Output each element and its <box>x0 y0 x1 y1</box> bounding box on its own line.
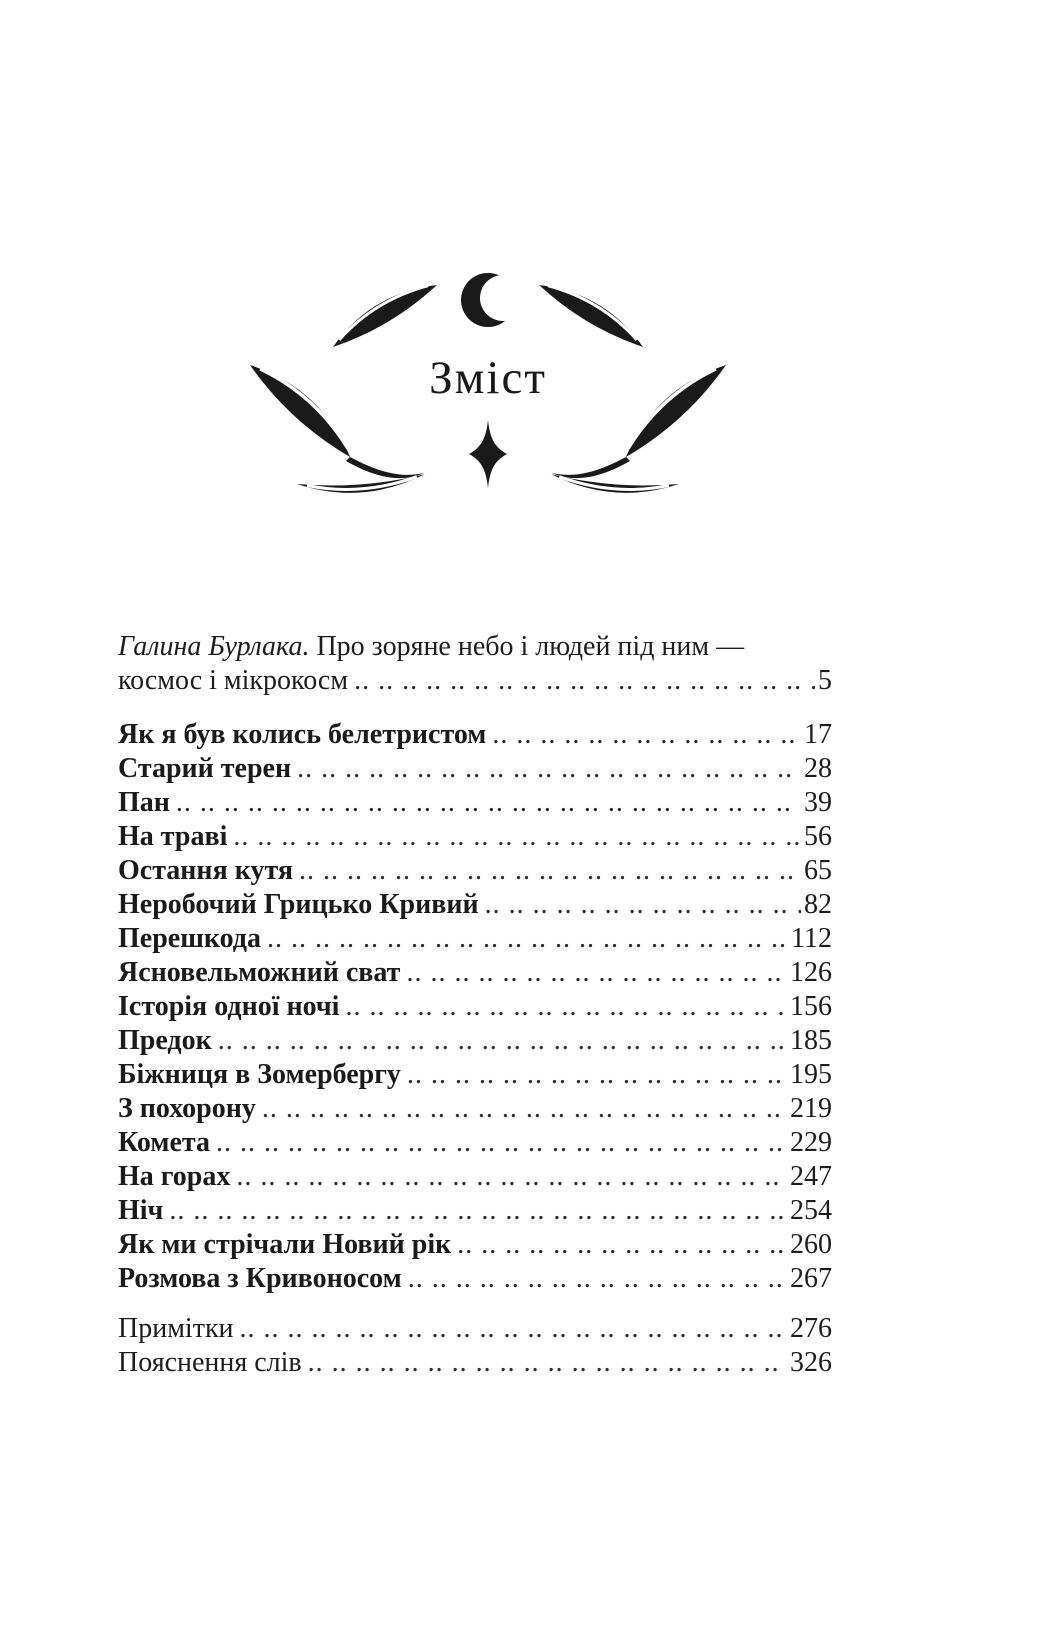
toc-entry-title: Пан <box>118 787 170 818</box>
dot-leader <box>240 1312 787 1346</box>
toc-entry <box>118 1228 832 1262</box>
dot-leader <box>297 752 801 786</box>
toc-entry-page: 260 <box>790 1229 832 1260</box>
toc-entry-title: Неробочий Грицько Кривий <box>118 889 479 920</box>
toc-entry-page: 267 <box>790 1263 832 1294</box>
toc-entry-page: 276 <box>790 1313 832 1344</box>
dot-leader <box>354 664 815 698</box>
dot-leader <box>492 718 801 752</box>
toc-entry-title: космос і мікрокосм <box>118 665 349 696</box>
dot-leader <box>407 1058 787 1092</box>
toc-entry-page: 126 <box>790 957 832 988</box>
toc-entry <box>118 1092 832 1126</box>
dot-leader <box>169 1194 787 1228</box>
toc-entry-page: 65 <box>804 855 832 886</box>
toc-intro-title: Про зоряне небо і людей під ним — <box>309 631 745 662</box>
dot-leader <box>233 820 801 854</box>
toc-intro-line2 <box>118 664 832 698</box>
toc-appendix-list <box>118 1312 832 1380</box>
toc-entry-page: 17 <box>804 719 832 750</box>
toc-entry <box>118 1346 832 1380</box>
toc-entry <box>118 1194 832 1228</box>
toc-entry-title: З похорону <box>118 1093 256 1124</box>
toc-entry-title: Історія одної ночі <box>118 991 340 1022</box>
top-right-leaf-icon <box>536 273 650 352</box>
toc-entry <box>118 1024 832 1058</box>
toc-entry <box>118 1312 832 1346</box>
toc-entry-page: 5 <box>818 665 832 696</box>
toc-entry-title: Пояснення слів <box>118 1347 302 1378</box>
dot-leader <box>308 1346 787 1380</box>
dot-leader <box>176 786 801 820</box>
toc-entry-title: Остання кутя <box>118 855 293 886</box>
toc-entry-title: Примітки <box>118 1313 234 1344</box>
toc-entry-page: 219 <box>790 1093 832 1124</box>
dot-leader <box>299 854 801 888</box>
toc-entry <box>118 1262 832 1296</box>
toc-entry <box>118 1058 832 1092</box>
toc-entry-title: Біжниця в Зомербергу <box>118 1059 401 1090</box>
dot-leader <box>236 1160 787 1194</box>
toc-entry-page: 185 <box>790 1025 832 1056</box>
dot-leader <box>345 990 787 1024</box>
page-title: Зміст <box>429 352 547 404</box>
toc-entry-title: Старий терен <box>118 753 292 784</box>
toc-entry-title: Ніч <box>118 1195 164 1226</box>
dot-leader <box>457 1228 787 1262</box>
top-left-leaf-icon <box>326 273 440 352</box>
toc-entry <box>118 888 832 922</box>
toc-entry <box>118 1160 832 1194</box>
toc-entry-page: 254 <box>790 1195 832 1226</box>
toc-entry-page: 82 <box>804 889 832 920</box>
dot-leader <box>216 1126 787 1160</box>
dot-leader <box>218 1024 787 1058</box>
crescent-moon-icon <box>461 273 526 327</box>
dot-leader <box>406 956 787 990</box>
table-of-contents <box>118 630 832 1380</box>
toc-entry-title: Як я був колись белетристом <box>118 719 487 750</box>
dot-leader <box>485 888 801 922</box>
toc-entry-title: Комета <box>118 1127 210 1158</box>
toc-entry-page: 195 <box>790 1059 832 1090</box>
toc-entry <box>118 752 832 786</box>
toc-entry-page: 112 <box>791 923 832 954</box>
toc-intro-author: Галина Бурлака. <box>118 631 310 662</box>
toc-entry-page: 247 <box>790 1161 832 1192</box>
dot-leader <box>267 922 788 956</box>
toc-chapter-list <box>118 718 832 1296</box>
toc-entry-page: 56 <box>804 821 832 852</box>
toc-intro-entry <box>118 630 832 698</box>
toc-entry-title: Ясновельможний сват <box>118 957 401 988</box>
toc-entry <box>118 854 832 888</box>
toc-entry <box>118 718 832 752</box>
toc-entry-title: Предок <box>118 1025 212 1056</box>
toc-entry-title: Розмова з Кривоносом <box>118 1263 402 1294</box>
toc-entry-title: Як ми стрічали Новий рік <box>118 1229 452 1260</box>
toc-entry-page: 156 <box>790 991 832 1022</box>
toc-entry <box>118 956 832 990</box>
toc-entry-page: 28 <box>804 753 832 784</box>
toc-entry-page: 229 <box>790 1127 832 1158</box>
dot-leader <box>408 1262 787 1296</box>
toc-entry-page: 326 <box>790 1347 832 1378</box>
toc-entry-page: 39 <box>804 787 832 818</box>
toc-entry-title: На траві <box>118 821 228 852</box>
toc-entry-title: Перешкода <box>118 923 261 954</box>
toc-entry <box>118 820 832 854</box>
dot-leader <box>262 1092 787 1126</box>
toc-intro-line1 <box>118 630 832 664</box>
toc-entry <box>118 786 832 820</box>
toc-entry <box>118 1126 832 1160</box>
toc-entry-title: На горах <box>118 1161 231 1192</box>
toc-entry <box>118 922 832 956</box>
sparkle-star-icon <box>469 420 507 488</box>
toc-entry <box>118 990 832 1024</box>
